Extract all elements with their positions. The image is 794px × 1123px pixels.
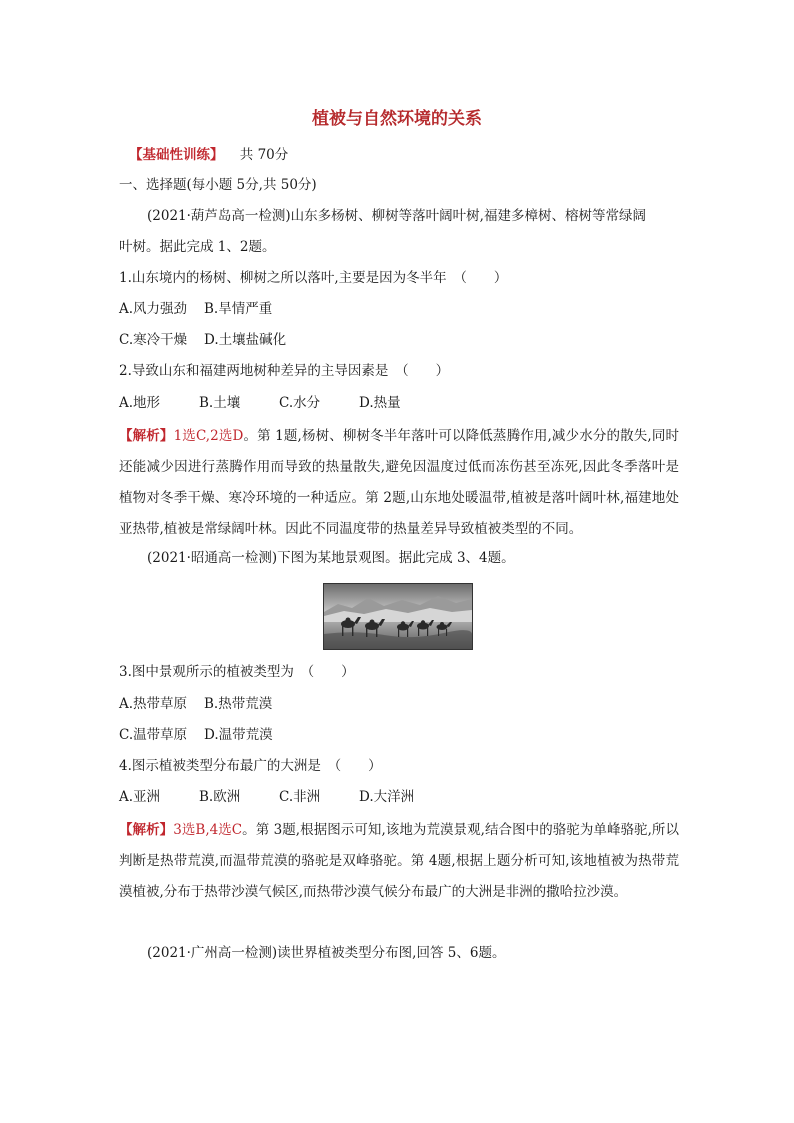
q1-options-row2 <box>119 329 679 351</box>
q2-option-a[interactable]: A.地形 <box>119 395 161 411</box>
part-heading: 一、选择题(每小题 5分,共 50分) <box>119 177 317 193</box>
q2-option-b[interactable]: B.土壤 <box>199 395 241 411</box>
page-title: 植被与自然环境的关系 <box>312 109 482 129</box>
q1-options-row1 <box>119 298 679 320</box>
analysis-2-tag: 【解析】 <box>119 822 174 838</box>
q3-option-b[interactable]: B.热带荒漠 <box>204 696 273 712</box>
q1-option-b[interactable]: B.旱情严重 <box>204 301 273 317</box>
q2-option-d[interactable]: D.热量 <box>359 395 401 411</box>
analysis-1-answer: 1选C,2选D <box>173 428 244 444</box>
q3-options-row2 <box>119 724 679 746</box>
q4-options <box>119 786 679 808</box>
analysis-2 <box>119 815 679 908</box>
q2-options <box>119 392 679 414</box>
intro3: (2021·广州高一检测)读世界植被类型分布图,回答 5、6题。 <box>147 945 506 961</box>
q4-option-a[interactable]: A.亚洲 <box>119 789 161 805</box>
analysis-2-answer: 3选B,4选C <box>173 822 243 838</box>
q1-option-a[interactable]: A.风力强劲 <box>119 301 188 317</box>
desert-landscape-photo <box>323 583 473 650</box>
section-score: 共 70分 <box>239 147 289 163</box>
q2-option-c[interactable]: C.水分 <box>279 395 321 411</box>
intro2: (2021·昭通高一检测)下图为某地景观图。据此完成 3、4题。 <box>147 550 515 566</box>
q3-option-d[interactable]: D.温带荒漠 <box>204 727 273 743</box>
q1-stem: 1.山东境内的杨树、柳树之所以落叶,主要是因为冬半年 （ ） <box>119 270 508 286</box>
q4-option-c[interactable]: C.非洲 <box>279 789 321 805</box>
analysis-2-text: 。第 3题,根据图示可知,该地为荒漠景观,结合图中的骆驼为单峰骆驼,所以判断是热带荒漠,而温带荒漠的骆驼是双峰骆驼。第 4题,根据上题分析可知,该地植被为热带荒漠植被,分布于热带沙漠气候区,而热带沙漠气候分布最广的大洲是非洲的撒哈拉沙漠。 <box>119 822 679 900</box>
q4-option-d[interactable]: D.大洋洲 <box>359 789 415 805</box>
intro1-line2: 叶树。据此完成 1、2题。 <box>119 239 276 255</box>
section-header <box>119 144 679 166</box>
q3-option-c[interactable]: C.温带草原 <box>119 727 188 743</box>
q1-option-d[interactable]: D.土壤盐碱化 <box>204 332 287 348</box>
q4-option-b[interactable]: B.欧洲 <box>199 789 241 805</box>
q2-stem: 2.导致山东和福建两地树种差异的主导因素是 （ ） <box>119 363 450 379</box>
q3-stem: 3.图中景观所示的植被类型为 （ ） <box>119 664 355 680</box>
analysis-1 <box>119 421 679 545</box>
q1-option-c[interactable]: C.寒冷干燥 <box>119 332 188 348</box>
q3-options-row1 <box>119 693 679 715</box>
intro1-line1: (2021·葫芦岛高一检测)山东多杨树、柳树等落叶阔叶树,福建多樟树、榕树等常绿阔 <box>147 208 646 224</box>
analysis-1-tag: 【解析】 <box>119 428 174 444</box>
section-tag: 【基础性训练】 <box>129 147 224 163</box>
analysis-1-text: 。第 1题,杨树、柳树冬半年落叶可以降低蒸腾作用,减少水分的散失,同时还能减少因进行蒸腾作用而导致的热量散失,避免因温度过低而冻伤甚至冻死,因此冬季落叶是植物对冬季干燥、寒冷环境的一种适应。第 2题,山东地处暖温带,植被是落叶阔叶林,福建地处亚热带,植被是常绿阔叶林。因此不同温度带的热量差异导致植被类型的不同。 <box>119 428 679 537</box>
q3-option-a[interactable]: A.热带草原 <box>119 696 188 712</box>
q4-stem: 4.图示植被类型分布最广的大洲是 （ ） <box>119 758 382 774</box>
